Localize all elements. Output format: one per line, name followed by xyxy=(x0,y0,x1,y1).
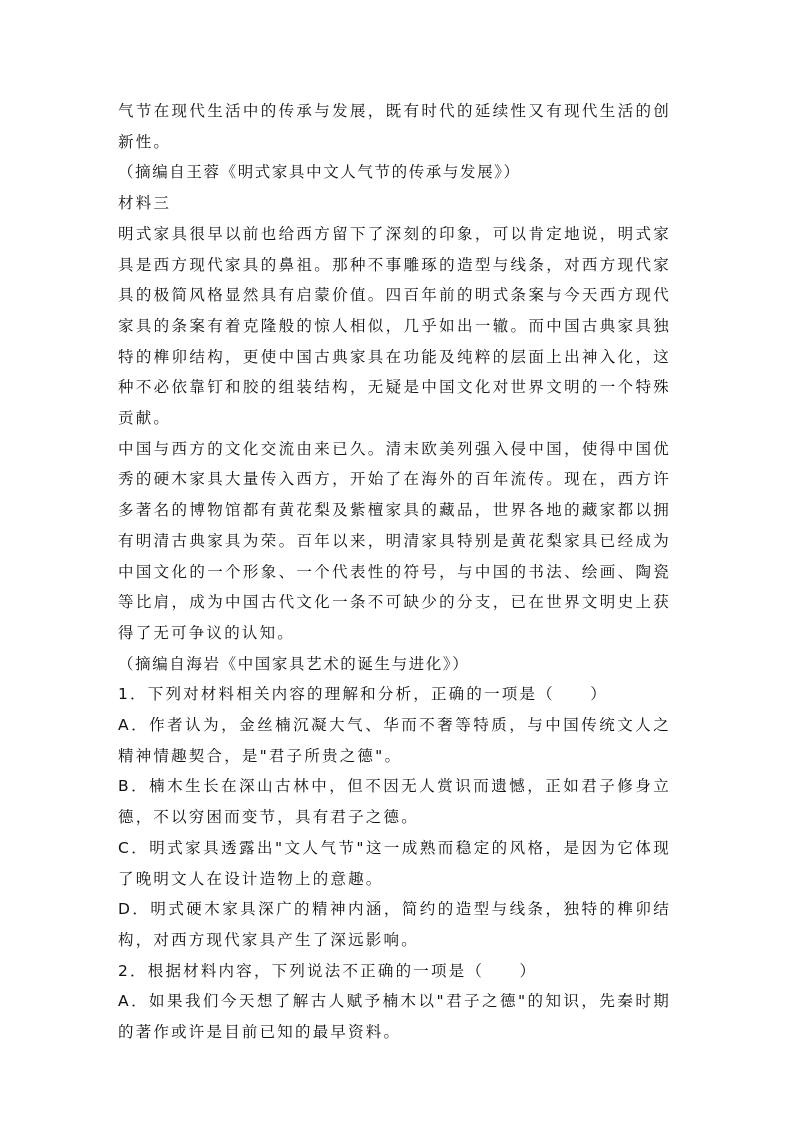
question-1-option-a: A．作者认为，金丝楠沉凝大气、华而不奢等特质，与中国传统文人之精神情趣契合，是"君子所贵之德"。 xyxy=(118,716,671,765)
document-page xyxy=(118,96,671,1048)
question-2-option-a: A．如果我们今天想了解古人赋予楠木以"君子之德"的知识，先秦时期的著作或许是目前已知的最早资料。 xyxy=(118,992,671,1042)
material-3-paragraph-2: 中国与西方的文化交流由来已久。清末欧美列强入侵中国，使得中国优秀的硬木家具大量传入西方，开始了在海外的百年流传。现在，西方许多著名的博物馆都有黄花梨及紫檀家具的藏品，世界各地的藏家都以拥有明清古典家具为荣。百年以来，明清家具特别是黄花梨家具已经成为中国文化的一个形象、一个代表性的符号，与中国的书法、绘画、陶瓷等比肩，成为中国古代文化一条不可缺少的分支，已在世界文明史上获得了无可争议的认知。 xyxy=(118,439,671,642)
question-1-stem: 1．下列对材料相关内容的理解和分析，正确的一项是（ ） xyxy=(118,685,608,704)
source-citation-2: （摘编自海岩《中国家具艺术的诞生与进化》） xyxy=(118,654,470,673)
material-3-heading: 材料三 xyxy=(118,194,172,213)
question-1-option-d: D．明式硬木家具深广的精神内涵，简约的造型与线条，独特的榫卯结构，对西方现代家具产生了深远影响。 xyxy=(118,900,671,949)
question-2-stem: 2．根据材料内容，下列说法不正确的一项是（ ） xyxy=(118,961,538,980)
material-3-paragraph-1: 明式家具很早以前也给西方留下了深刻的印象，可以肯定地说，明式家具是西方现代家具的鼻祖。那种不事雕琢的造型与线条，对西方现代家具的极简风格显然具有启蒙价值。四百年前的明式条案与今天西方现代家具的条案有着克隆般的惊人相似，几乎如出一辙。而中国古典家具独特的榫卯结构，更使中国古典家具在功能及纯粹的层面上出神入化，这种不必依靠钉和胶的组装结构，无疑是中国文化对世界文明的一个特殊贡献。 xyxy=(118,224,671,428)
source-citation-1: （摘编自王蓉《明式家具中文人气节的传承与发展》） xyxy=(118,163,521,182)
question-1-option-b: B．楠木生长在深山古林中，但不因无人赏识而遗憾，正如君子修身立德，不以穷困而变节，具有君子之德。 xyxy=(118,777,671,827)
text-continuation: 气节在现代生活中的传承与发展，既有时代的延续性又有现代生活的创新性。 xyxy=(118,102,671,151)
question-1-option-c: C．明式家具透露出"文人气节"这一成熟而稳定的风格，是因为它体现了晚明文人在设计造物上的意趣。 xyxy=(118,838,671,888)
